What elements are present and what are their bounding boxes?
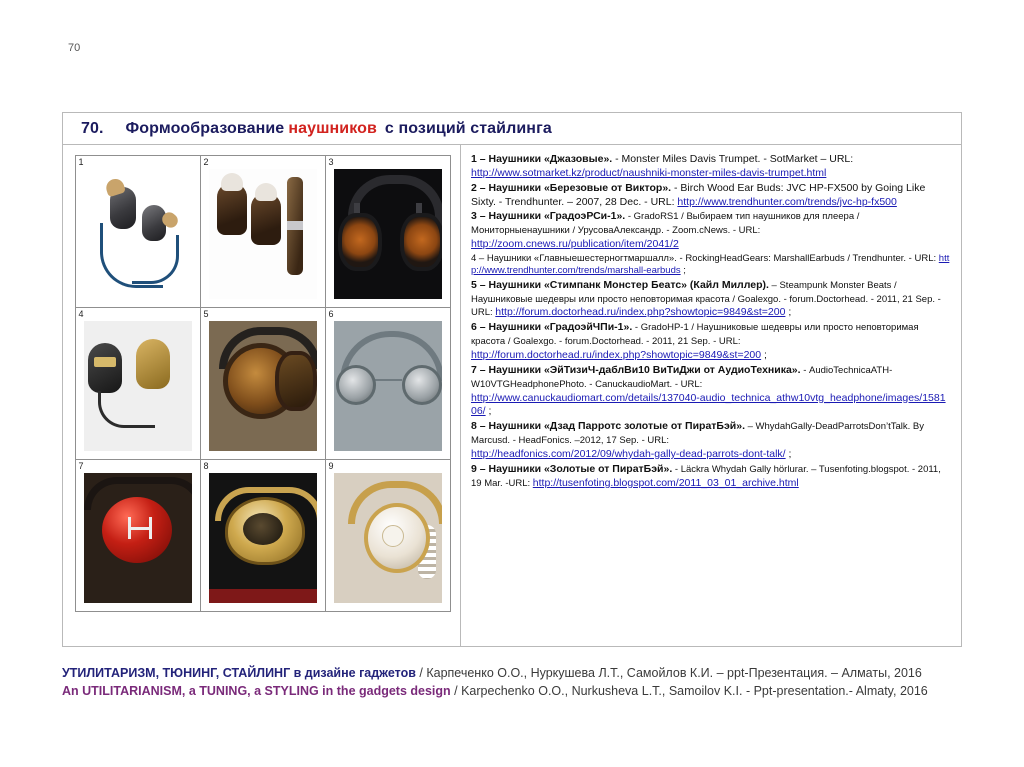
reference-text: - Monster Miles Davis Trumpet. - SotMarket – URL: <box>612 153 854 165</box>
reference-link[interactable]: http://www.trendhunter.com/trends/jvc-hp-fx500 <box>677 195 897 208</box>
reference-entry-6: 6 – Наушники «ГрадоэйЧПи-1». - GradoHP-1 / Наушниковые шедевры или просто неповторимая красота / Goalexgo. - forum.Doctorhead. - 2011, 21 Sep. - URL: http://forum.doctorhead.ru/index.php?showtopic=9849&st=200 ; <box>471 321 919 361</box>
image-cell-number: 6 <box>328 308 334 319</box>
reference-link[interactable]: http://www.canuckaudiomart.com/details/137040-audio_technica_athw10vtg_headphone/images/158106/ <box>471 391 946 418</box>
headphones-photo-5 <box>209 321 317 451</box>
reference-text: - GradoHP-1 / Наушниковые шедевры или просто неповторимая красота / Goalexgo. - forum.Doctorhead. - 2011, 21 Sep. - URL: <box>471 322 919 348</box>
reference-entry-9 <box>471 463 951 491</box>
image-cell-number: 8 <box>203 460 209 471</box>
headphones-photo-4 <box>84 321 192 451</box>
reference-entry-5: 5 – Наушники «Стимпанк Монстер Беатс» (Кайл Миллер). – Steampunk Monster Beats / Наушниковые шедевры или просто неповторимая красота / Goalexgo. - forum.Doctorhead. - 2011, 21 Sep. - URL: http://forum.doctorhead.ru/index.php?showtopic=9849&st=200 ; <box>471 278 941 319</box>
image-cell-number: 1 <box>78 156 84 167</box>
slide-body <box>63 145 961 646</box>
slide-title-part1: Формообразование <box>125 119 285 137</box>
reference-link[interactable]: http://www.trendhunter.com/trends/marshall-earbuds <box>471 253 950 277</box>
reference-entry-3 <box>471 210 951 252</box>
slide-frame <box>62 112 962 647</box>
reference-lead: 5 – Наушники «Стимпанк Монстер Беатс» (Кайл Миллер). <box>471 278 769 291</box>
reference-text: – Steampunk Monster Beats / Наушниковые шедевры или просто неповторимая красота / Goalexgo. - forum.Doctorhead. - 2011, 21 Sep. - URL: <box>471 279 941 319</box>
image-cell-number: 2 <box>203 156 209 167</box>
reference-lead: 9 – Наушники «Золотые от ПиратБэй». <box>471 462 673 475</box>
reference-link[interactable]: http://forum.doctorhead.ru/index.php?showtopic=9849&st=200 <box>495 306 786 319</box>
slide-footer <box>62 666 962 698</box>
image-cell <box>325 459 451 612</box>
reference-entry-2 <box>471 182 951 210</box>
image-cell-number: 4 <box>78 308 84 319</box>
reference-link[interactable]: http://tusenfoting.blogspot.com/2011_03_01_archive.html <box>532 476 799 489</box>
reference-entry-8: 8 – Наушники «Дзад Парротс золотые от ПиратБэй». – WhydahGally-DeadParrotsDon’tTalk. By Marcusd. - HeadFonics. –2012, 17 Sep. - URL: http://headfonics.com/2012/09/whydah-gally-dead-parrots-dont-talk/ ; <box>471 420 924 461</box>
image-grid-column <box>63 145 461 646</box>
reference-text: – WhydahGally-DeadParrotsDon’tTalk. By Marcusd. - HeadFonics. –2012, 17 Sep. - URL: <box>471 421 924 447</box>
slide-title-accent: наушников <box>288 119 377 137</box>
slide-title <box>63 113 961 145</box>
reference-lead: 6 – Наушники «ГрадоэйЧПи-1». <box>471 321 633 334</box>
reference-lead: 7 – Наушники «ЭйТизиЧ-даблВи10 ВиТиДжи от АудиоТехника». <box>471 363 801 376</box>
reference-link[interactable]: http://www.sotmarket.kz/product/naushniki-monster-miles-davis-trumpet.html <box>471 166 827 179</box>
footer-line-ru <box>62 666 962 680</box>
image-cell <box>75 155 201 308</box>
reference-lead: 1 – Наушники «Джазовые». <box>471 153 613 165</box>
headphones-photo-7 <box>84 473 192 603</box>
footer-en-rest: / Karpechenko O.O., Nurkusheva L.T., Samoilov K.I. - Ppt-presentation.- Almaty, 2016 <box>450 684 928 698</box>
headphones-photo-6 <box>334 321 442 451</box>
image-cell-number: 5 <box>203 308 209 319</box>
reference-list <box>461 145 961 646</box>
footer-ru-rest: / Карпеченко О.О., Нуркушева Л.Т., Самойлов К.И. – ppt-Презентация. – Алматы, 2016 <box>415 666 922 680</box>
headphones-photo-8 <box>209 473 317 603</box>
image-cell-number: 7 <box>78 460 84 471</box>
page-number: 70 <box>68 42 81 54</box>
reference-text: - Läckra Whydah Gally hörlurar. – Tusenfoting.blogspot. - 2011, 19 Mar. -URL: <box>471 463 941 489</box>
reference-lead: 4 – Наушники «Главныешестерногтмаршалл». <box>471 253 677 265</box>
reference-text: - GradoRS1 / Выбираем тип наушников для плеера / Мониторныенаушники / УрусоваАлександр. - Zoom.cNews. - URL: <box>471 211 860 237</box>
reference-lead: 8 – Наушники «Дзад Парротс золотые от ПиратБэй». <box>471 420 745 433</box>
reference-lead: 2 – Наушники «Березовые от Виктор». <box>471 181 672 194</box>
reference-text: - AudioTechnicaATH-W10VTGHeadphonePhoto. - CanuckaudioMart. - URL: <box>471 364 893 390</box>
image-cell <box>325 307 451 460</box>
footer-line-en <box>62 684 962 698</box>
image-cell <box>325 155 451 308</box>
footer-en-title: An UTILITARIANISM, a TUNING, a STYLING in the gadgets design <box>62 684 451 698</box>
image-cell <box>200 155 326 308</box>
image-cell <box>75 307 201 460</box>
headphones-photo-1 <box>84 169 192 299</box>
reference-link[interactable]: http://zoom.cnews.ru/publication/item/2041/2 <box>471 238 679 251</box>
headphones-photo-9 <box>334 473 442 603</box>
image-cell-number: 3 <box>328 156 334 167</box>
reference-entry-7: 7 – Наушники «ЭйТизиЧ-даблВи10 ВиТиДжи от АудиоТехника». - AudioTechnicaATH-W10VTGHeadphonePhoto. - CanuckaudioMart. - URL: http://www.canuckaudiomart.com/details/137040-audio_technica_athw10vtg_headphone/images/158106/ ; <box>471 363 946 418</box>
image-cell-number: 9 <box>328 460 334 471</box>
image-cell <box>200 459 326 612</box>
slide-title-number: 70. <box>81 119 104 137</box>
reference-text: - Birch Wood Ear Buds: JVC HP-FX500 by Going Like Sixty. - Trendhunter. – 2007, 28 Dec. - URL: <box>471 181 926 208</box>
headphones-photo-2 <box>209 169 317 299</box>
reference-entry-4: 4 – Наушники «Главныешестерногтмаршалл». - RockingHeadGears: MarshallEarbuds / Trendhunter. - URL: http://www.trendhunter.com/trends/marshall-earbuds ; <box>471 253 950 277</box>
reference-entry-1 <box>471 153 951 181</box>
headphones-photo-3 <box>334 169 442 299</box>
image-cell <box>200 307 326 460</box>
slide-title-part2: с позиций стайлинга <box>384 119 552 137</box>
reference-text: - RockingHeadGears: MarshallEarbuds / Trendhunter. - URL: <box>676 253 939 265</box>
image-grid <box>75 155 451 611</box>
image-cell <box>75 459 201 612</box>
reference-link[interactable]: http://forum.doctorhead.ru/index.php?showtopic=9849&st=200 <box>471 349 762 361</box>
footer-ru-title: УТИЛИТАРИЗМ, ТЮНИНГ, СТАЙЛИНГ в дизайне гаджетов <box>62 666 416 680</box>
reference-link[interactable]: http://headfonics.com/2012/09/whydah-gally-dead-parrots-dont-talk/ <box>471 448 786 461</box>
reference-lead: 3 – Наушники «ГрадоэРСи-1». <box>471 210 626 223</box>
